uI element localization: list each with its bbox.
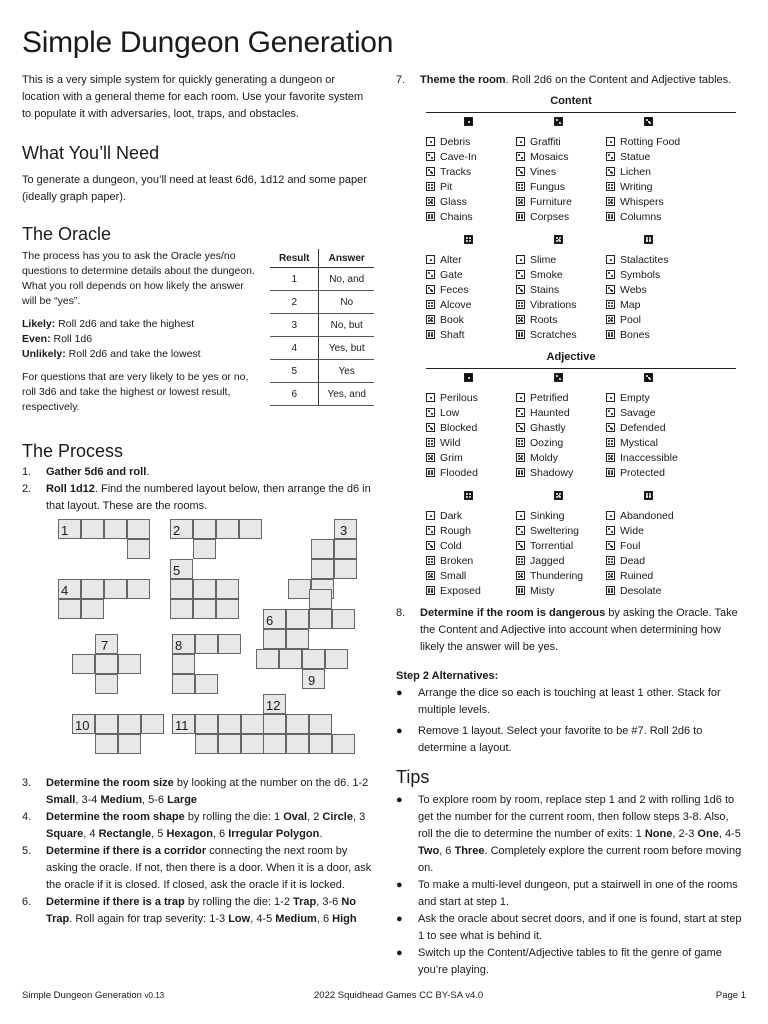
dice-table-column (606, 487, 696, 599)
table-row: Broken (426, 554, 516, 569)
layout-cell (127, 539, 150, 559)
tip-item: ● Ask the oracle about secret doors, and if one is found, start at step 1 to see what is behind it. (396, 913, 742, 942)
die-5-icon (606, 315, 615, 324)
layout-number: 8 (175, 638, 183, 653)
die-5-icon (516, 315, 525, 324)
layout-cell (58, 599, 81, 619)
table-row: Small (426, 569, 516, 584)
layout-cell (95, 674, 118, 694)
layout-cell (95, 714, 118, 734)
layout-number: 10 (75, 718, 90, 733)
table-row: Vibrations (516, 298, 606, 313)
die-3-icon (644, 117, 653, 126)
layout-cell (309, 734, 332, 754)
layout-cell (193, 519, 216, 539)
table-row: Book (426, 313, 516, 328)
oracle-table (270, 249, 374, 406)
die-3-icon (606, 423, 615, 432)
die-6-icon (516, 468, 525, 477)
layout-cell (141, 714, 164, 734)
layout-number: 4 (61, 583, 69, 598)
step-8: 8. Determine if the room is dangerous by asking the Oracle. Take the Content and Adjective into account when determining how likely the answer will be yes. (396, 607, 738, 653)
die-1-icon (606, 255, 615, 264)
layout-cell (286, 629, 309, 649)
table-row: Jagged (516, 554, 606, 569)
table-row: Bones (606, 328, 696, 343)
die-1-icon (464, 117, 473, 126)
die-5-icon (516, 571, 525, 580)
die-2-icon (606, 526, 615, 535)
oracle-section (22, 249, 374, 437)
dice-table-column (606, 231, 696, 343)
die-1-icon (606, 137, 615, 146)
die-3-icon (426, 423, 435, 432)
table-row: Rotting Food (606, 135, 696, 150)
layout-cell (193, 599, 216, 619)
oracle-heading: The Oracle (22, 224, 112, 244)
die-5-icon (426, 315, 435, 324)
die-1-icon (426, 393, 435, 402)
dice-table-block (426, 113, 746, 225)
die-1-icon (606, 393, 615, 402)
layout-cell (263, 734, 286, 754)
need-heading: What You’ll Need (22, 143, 160, 163)
layout-cell (170, 599, 193, 619)
die-6-icon (644, 235, 653, 244)
die-4-icon (464, 491, 473, 500)
layout-number: 5 (173, 563, 181, 578)
table-row: Graffiti (516, 135, 606, 150)
layout-cell (193, 579, 216, 599)
table-row: 1 No, and (270, 268, 374, 291)
table-row: Dark (426, 509, 516, 524)
die-1-icon (606, 511, 615, 520)
die-2-icon (426, 152, 435, 161)
table-row: Shaft (426, 328, 516, 343)
layout-number: 2 (173, 523, 181, 538)
dice-table-column (516, 231, 606, 343)
table-row: Webs (606, 283, 696, 298)
die-6-icon (516, 586, 525, 595)
right-column (396, 72, 746, 979)
tip-item: ● To explore room by room, replace step 1 and 2 with rolling 1d6 to get the number for the current room, then follow steps 3-8. Also, roll the die to determine the number of exits: 1 None, 2-3 One, 4-5 Two, 6 Three. Completely explore the current room before moving on. (396, 794, 742, 874)
die-1-icon (426, 511, 435, 520)
layout-cell (216, 579, 239, 599)
layout-cell (286, 734, 309, 754)
die-6-icon (606, 468, 615, 477)
step-4: 4. Determine the room shape by rolling the die: 1 Oval, 2 Circle, 3 Square, 4 Rectangle, 5 Hexagon, 6 Irregular Polygon. (22, 811, 366, 840)
die-1-icon (464, 373, 473, 382)
table-row: Glass (426, 195, 516, 210)
dice-table-column (426, 487, 516, 599)
adjective-table-title: Adjective (546, 351, 596, 363)
layout-cell (95, 734, 118, 754)
dice-table-block (426, 369, 746, 481)
oracle-text (22, 249, 258, 415)
layout-cell (309, 589, 332, 609)
table-row: Mosaics (516, 150, 606, 165)
intro-text: This is a very simple system for quickly generating a dungeon or location with a general theme for each room. Use your favorite system to populate it with adversaries, loot, traps, and obstacles. (22, 74, 364, 120)
layout-cell (81, 579, 104, 599)
table-row: Map (606, 298, 696, 313)
table-row: Scratches (516, 328, 606, 343)
die-5-icon (426, 453, 435, 462)
step-6: 6. Determine if there is a trap by rolling the die: 1-2 Trap, 3-6 No Trap. Roll again for trap severity: 1-3 Low, 4-5 Medium, 6 High (22, 896, 357, 925)
die-4-icon (426, 300, 435, 309)
table-row: Mystical (606, 436, 696, 451)
die-3-icon (426, 541, 435, 550)
layout-cell (118, 734, 141, 754)
die-2-icon (606, 270, 615, 279)
table-row: Pit (426, 180, 516, 195)
table-row: Foul (606, 539, 696, 554)
dice-table-column (426, 369, 516, 481)
table-header-row: Result Answer (270, 249, 374, 268)
die-3-icon (606, 285, 615, 294)
layout-cell (279, 649, 302, 669)
die-4-icon (606, 182, 615, 191)
footer-copyright: 2022 Squidhead Games CC BY-SA v4.0 (314, 990, 484, 1001)
die-3-icon (644, 373, 653, 382)
layout-cell (218, 714, 241, 734)
step-5: 5. Determine if there is a corridor connecting the next room by asking the oracle. If not, then there is a door. When it is a door, ask the oracle if it is closed. If closed, ask the oracle if it is locked. (22, 845, 372, 891)
dice-table-column (426, 113, 516, 225)
table-row: Petrified (516, 391, 606, 406)
content-table (396, 113, 746, 343)
table-row: Stains (516, 283, 606, 298)
layout-cell (218, 634, 241, 654)
layout-cell (216, 599, 239, 619)
table-row: Flooded (426, 466, 516, 481)
layout-cell (195, 734, 218, 754)
die-2-icon (426, 408, 435, 417)
table-row: Exposed (426, 584, 516, 599)
table-row: Torrential (516, 539, 606, 554)
die-1-icon (426, 255, 435, 264)
die-1-icon (516, 255, 525, 264)
table-row: Gate (426, 268, 516, 283)
die-4-icon (606, 300, 615, 309)
die-6-icon (426, 586, 435, 595)
die-4-icon (516, 438, 525, 447)
layout-cell (95, 654, 118, 674)
layout-cell (334, 559, 357, 579)
dice-table-column (516, 369, 606, 481)
die-2-icon (516, 152, 525, 161)
tip-item: ● To make a multi-level dungeon, put a stairwell in one of the rooms and start at step 1. (396, 879, 738, 908)
table-row: Lichen (606, 165, 696, 180)
die-2-icon (554, 117, 563, 126)
table-row: Cave-In (426, 150, 516, 165)
layout-cell (104, 519, 127, 539)
die-1-icon (516, 393, 525, 402)
table-row: Cold (426, 539, 516, 554)
table-row: 5 Yes (270, 360, 374, 383)
oracle-intro: The process has you to ask the Oracle yes/no questions to determine details about the dungeon. What you roll depends on how likely the answer will be “yes”. (22, 250, 255, 307)
layout-number: 9 (308, 673, 316, 688)
content-table-title: Content (550, 95, 592, 107)
oracle-unlikely: Unlikely: Roll 2d6 and take the lowest (22, 348, 201, 360)
table-row: 3 No, but (270, 314, 374, 337)
layout-cell (118, 654, 141, 674)
table-row: Furniture (516, 195, 606, 210)
layout-cell (195, 634, 218, 654)
step-1: 1. Gather 5d6 and roll. (22, 466, 150, 478)
layout-cell (332, 609, 355, 629)
oracle-note: For questions that are very likely to be yes or no, roll 3d6 and take the highest or lowest result, respectively. (22, 371, 249, 413)
table-row: Protected (606, 466, 696, 481)
table-row: Empty (606, 391, 696, 406)
table-row: Chains (426, 210, 516, 225)
layout-number: 1 (61, 523, 69, 538)
table-row: Misty (516, 584, 606, 599)
tip-item: ● Switch up the Content/Adjective tables to fit the genre of game you’re playing. (396, 947, 722, 976)
die-2-icon (516, 408, 525, 417)
die-4-icon (516, 556, 525, 565)
table-row: Abandoned (606, 509, 696, 524)
alternatives-heading: Step 2 Alternatives: (396, 670, 499, 682)
die-1-icon (516, 137, 525, 146)
die-4-icon (426, 182, 435, 191)
dice-table-column (516, 487, 606, 599)
dice-table-block (426, 487, 746, 599)
process-heading: The Process (22, 441, 124, 461)
die-3-icon (516, 423, 525, 432)
table-row: Oozing (516, 436, 606, 451)
adjective-table (396, 369, 746, 599)
die-6-icon (644, 491, 653, 500)
die-5-icon (426, 197, 435, 206)
die-6-icon (606, 586, 615, 595)
table-row: Wild (426, 436, 516, 451)
layout-cell (216, 519, 239, 539)
table-row: Haunted (516, 406, 606, 421)
layout-cell (72, 654, 95, 674)
layout-cell (286, 714, 309, 734)
table-row: Blocked (426, 421, 516, 436)
layout-cell (127, 519, 150, 539)
layout-cell (127, 579, 150, 599)
die-6-icon (426, 212, 435, 221)
die-2-icon (426, 526, 435, 535)
table-row: Low (426, 406, 516, 421)
page-title: Simple Dungeon Generation (22, 26, 394, 59)
layout-cell (193, 539, 216, 559)
die-4-icon (606, 438, 615, 447)
die-4-icon (516, 300, 525, 309)
die-5-icon (554, 491, 563, 500)
room-layouts (58, 519, 374, 769)
table-row: Statue (606, 150, 696, 165)
layout-cell (288, 579, 311, 599)
layout-cell (286, 609, 309, 629)
table-row: Savage (606, 406, 696, 421)
die-2-icon (516, 526, 525, 535)
table-row: Dead (606, 554, 696, 569)
die-4-icon (426, 438, 435, 447)
die-4-icon (464, 235, 473, 244)
table-row: Pool (606, 313, 696, 328)
table-row: Rough (426, 524, 516, 539)
table-row: Sinking (516, 509, 606, 524)
layout-cell (195, 714, 218, 734)
die-2-icon (516, 270, 525, 279)
layout-cell (334, 539, 357, 559)
layout-cell (311, 539, 334, 559)
die-6-icon (516, 330, 525, 339)
table-row: Ghastly (516, 421, 606, 436)
table-row: Desolate (606, 584, 696, 599)
need-text: To generate a dungeon, you’ll need at least 6d6, 1d12 and some paper (ideally graph paper). (22, 174, 367, 203)
layout-number: 11 (175, 718, 189, 733)
table-row: 4 Yes, but (270, 337, 374, 360)
table-row: Wide (606, 524, 696, 539)
layout-cell (309, 609, 332, 629)
layout-cell (104, 579, 127, 599)
layout-cell (239, 519, 262, 539)
table-row: Perilous (426, 391, 516, 406)
table-row: Tracks (426, 165, 516, 180)
table-row: Defended (606, 421, 696, 436)
table-row: 6 Yes, and (270, 383, 374, 406)
layout-cell (81, 599, 104, 619)
die-5-icon (606, 197, 615, 206)
layout-cell (302, 649, 325, 669)
table-row: Shadowy (516, 466, 606, 481)
step-2: 2. Roll 1d12. Find the numbered layout below, then arrange the d6 in that layout. These are the rooms. (22, 483, 371, 512)
layout-cell (172, 654, 195, 674)
table-row: Feces (426, 283, 516, 298)
layout-cell (309, 714, 332, 734)
layout-cell (195, 674, 218, 694)
die-1-icon (516, 511, 525, 520)
layout-cell (263, 629, 286, 649)
oracle-likely: Likely: Roll 2d6 and take the highest (22, 318, 195, 330)
table-row: Corpses (516, 210, 606, 225)
die-3-icon (516, 167, 525, 176)
die-3-icon (426, 285, 435, 294)
table-row: Writing (606, 180, 696, 195)
die-3-icon (516, 285, 525, 294)
layout-cell (81, 519, 104, 539)
layout-cell (218, 734, 241, 754)
dice-table-column (606, 113, 696, 225)
table-row: Fungus (516, 180, 606, 195)
die-3-icon (606, 541, 615, 550)
layout-number: 12 (266, 698, 281, 713)
die-1-icon (426, 137, 435, 146)
layout-number: 7 (101, 638, 109, 653)
layout-cell (263, 714, 286, 734)
die-5-icon (516, 453, 525, 462)
die-6-icon (516, 212, 525, 221)
die-2-icon (554, 373, 563, 382)
table-row: Slime (516, 253, 606, 268)
layout-cell (241, 734, 264, 754)
table-row: Alter (426, 253, 516, 268)
table-row: Grim (426, 451, 516, 466)
table-row: Stalactites (606, 253, 696, 268)
tips-heading: Tips (396, 767, 430, 787)
die-5-icon (606, 453, 615, 462)
die-5-icon (554, 235, 563, 244)
die-5-icon (516, 197, 525, 206)
layout-cell (311, 559, 334, 579)
die-2-icon (426, 270, 435, 279)
alternative-item: ● Arrange the dice so each is touching at least 1 other. Stack for multiple levels. (396, 687, 721, 716)
step-7: 7. Theme the room. Roll 2d6 on the Content and Adjective tables. (396, 74, 732, 86)
die-6-icon (426, 330, 435, 339)
die-3-icon (516, 541, 525, 550)
dice-table-column (426, 231, 516, 343)
step-3: 3. Determine the room size by looking at the number on the d6. 1-2 Small, 3-4 Medium, 5-6 Large (22, 777, 369, 806)
dice-table-column (606, 369, 696, 481)
table-row: Inaccessible (606, 451, 696, 466)
dice-table-column (516, 113, 606, 225)
left-column (22, 72, 374, 928)
die-6-icon (426, 468, 435, 477)
layout-cell (332, 734, 355, 754)
footer-page-number: Page 1 (715, 990, 746, 1001)
layout-number: 6 (266, 613, 274, 628)
layout-cell (170, 579, 193, 599)
oracle-even: Even: Roll 1d6 (22, 333, 93, 345)
die-4-icon (516, 182, 525, 191)
die-5-icon (426, 571, 435, 580)
die-5-icon (606, 571, 615, 580)
die-6-icon (606, 330, 615, 339)
die-3-icon (606, 167, 615, 176)
alternative-item: ● Remove 1 layout. Select your favorite to be #7. Roll 2d6 to determine a layout. (396, 725, 703, 754)
layout-cell (172, 674, 195, 694)
die-2-icon (606, 408, 615, 417)
table-row: Symbols (606, 268, 696, 283)
table-row: Whispers (606, 195, 696, 210)
table-row: Roots (516, 313, 606, 328)
layout-cell (256, 649, 279, 669)
layout-number: 3 (340, 523, 348, 538)
die-3-icon (426, 167, 435, 176)
footer-title: Simple Dungeon Generation v0.13 (22, 990, 165, 1001)
table-row: Debris (426, 135, 516, 150)
dice-table-block (426, 231, 746, 343)
layout-cell (118, 714, 141, 734)
table-row: Columns (606, 210, 696, 225)
table-row: Smoke (516, 268, 606, 283)
table-row: Sweltering (516, 524, 606, 539)
die-6-icon (606, 212, 615, 221)
table-row: Alcove (426, 298, 516, 313)
table-row: Ruined (606, 569, 696, 584)
die-2-icon (606, 152, 615, 161)
die-4-icon (606, 556, 615, 565)
die-4-icon (426, 556, 435, 565)
layout-cell (325, 649, 348, 669)
table-row: Thundering (516, 569, 606, 584)
table-row: 2 No (270, 291, 374, 314)
table-row: Moldy (516, 451, 606, 466)
layout-cell (241, 714, 264, 734)
table-row: Vines (516, 165, 606, 180)
